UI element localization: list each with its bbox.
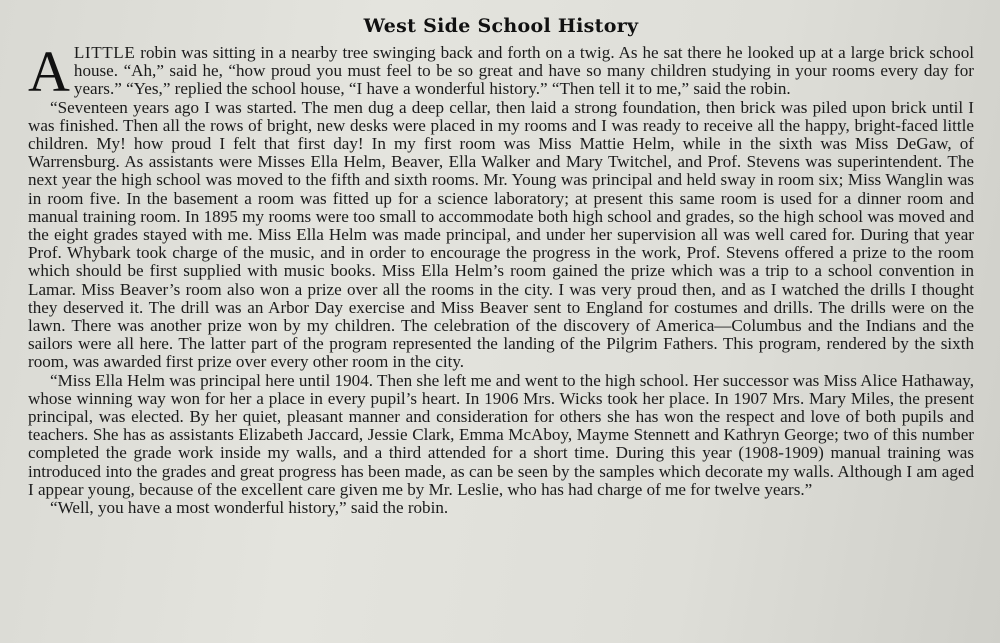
- drop-cap: A: [28, 39, 70, 104]
- paragraph-2: “Seventeen years ago I was started. The men dug a deep cellar, then laid a strong foundation, then brick was piled upon brick until I was finished. Then all the rows of bright, new desks were placed in my rooms and I was ready to receive all the happy, bright-faced little children. My! how proud I felt that first day! In my first room was Miss Mattie Helm, while in the sixth was Miss DeGaw, of Warrensburg. As assistants were Misses Ella Helm, Beaver, Ella Walker and Mary Twitchel, and Prof. Stevens was superintendent. The next year the high school was moved to the fifth and sixth rooms. Mr. Young was principal and held sway in room six; Miss Wanglin was in room five. In the basement a room was fitted up for a science laboratory; at present this same room is used for a dinner room and manual training room. In 1895 my rooms were too small to accommodate both high school and grades, so the high school was moved and the eight grades stayed with me. Miss Ella Helm was made principal, and under her supervision all was well cared for. During that year Prof. Whybark took charge of the music, and in order to encourage the progress in the work, Prof. Stevens offered a prize to the room which should be first supplied with music books. Miss Ella Helm’s room gained the prize which was a trip to a school convention in Lamar. Miss Beaver’s room also won a prize over all the rooms in the city. I was very proud then, and as I watched the drills I thought they deserved it. The drill was an Arbor Day exercise and Miss Beaver sent to England for costumes and drills. The drills were on the lawn. There was another prize won by my children. The celebration of the discovery of America—Columbus and the Indians and the sailors were all here. The latter part of the program represented the landing of the Pilgrim Fathers. This program, rendered by the sixth room, was awarded first prize over every other room in the city.: [28, 97, 974, 372]
- paragraph-1-text: robin was sitting in a nearby tree swinging back and forth on a twig. As he sat there he looked up at a large brick school house. “Ah,” said he, “how proud you must feel to be so great and have so many children studying in your rooms every day for years.” “Yes,” replied the school house, “I have a wonderful history.” “Then tell it to me,” said the robin.: [73, 43, 974, 99]
- lead-word: LITTLE: [73, 43, 136, 62]
- paragraph-3: “Miss Ella Helm was principal here until 1904. Then she left me and went to the high school. Her successor was Miss Alice Hathaway, whose winning way won for her a place in every pupil’s heart. In 1906 Mrs. Wicks took her place. In 1907 Mrs. Mary Miles, the present principal, was elected. By her quiet, pleasant manner and consideration for others she has won the respect and love of both pupils and teachers. She has as assistants Elizabeth Jaccard, Jessie Clark, Emma McAboy, Mayme Stennett and Kathryn George; two of this number completed the grade work inside my walls, and a third attended for a short time. During this year (1908-1909) manual training was introduced into the grades and great progress has been made, as can be seen by the samples which decorate my walls. Although I am aged I appear young, because of the excellent care given me by Mr. Leslie, who has had charge of me for twelve years.”: [28, 370, 974, 499]
- article-body: [28, 39, 974, 518]
- paragraph-4: “Well, you have a most wonderful history,” said the robin.: [50, 498, 449, 518]
- article-title: West Side School History: [363, 15, 639, 37]
- paragraph-1: [28, 39, 974, 104]
